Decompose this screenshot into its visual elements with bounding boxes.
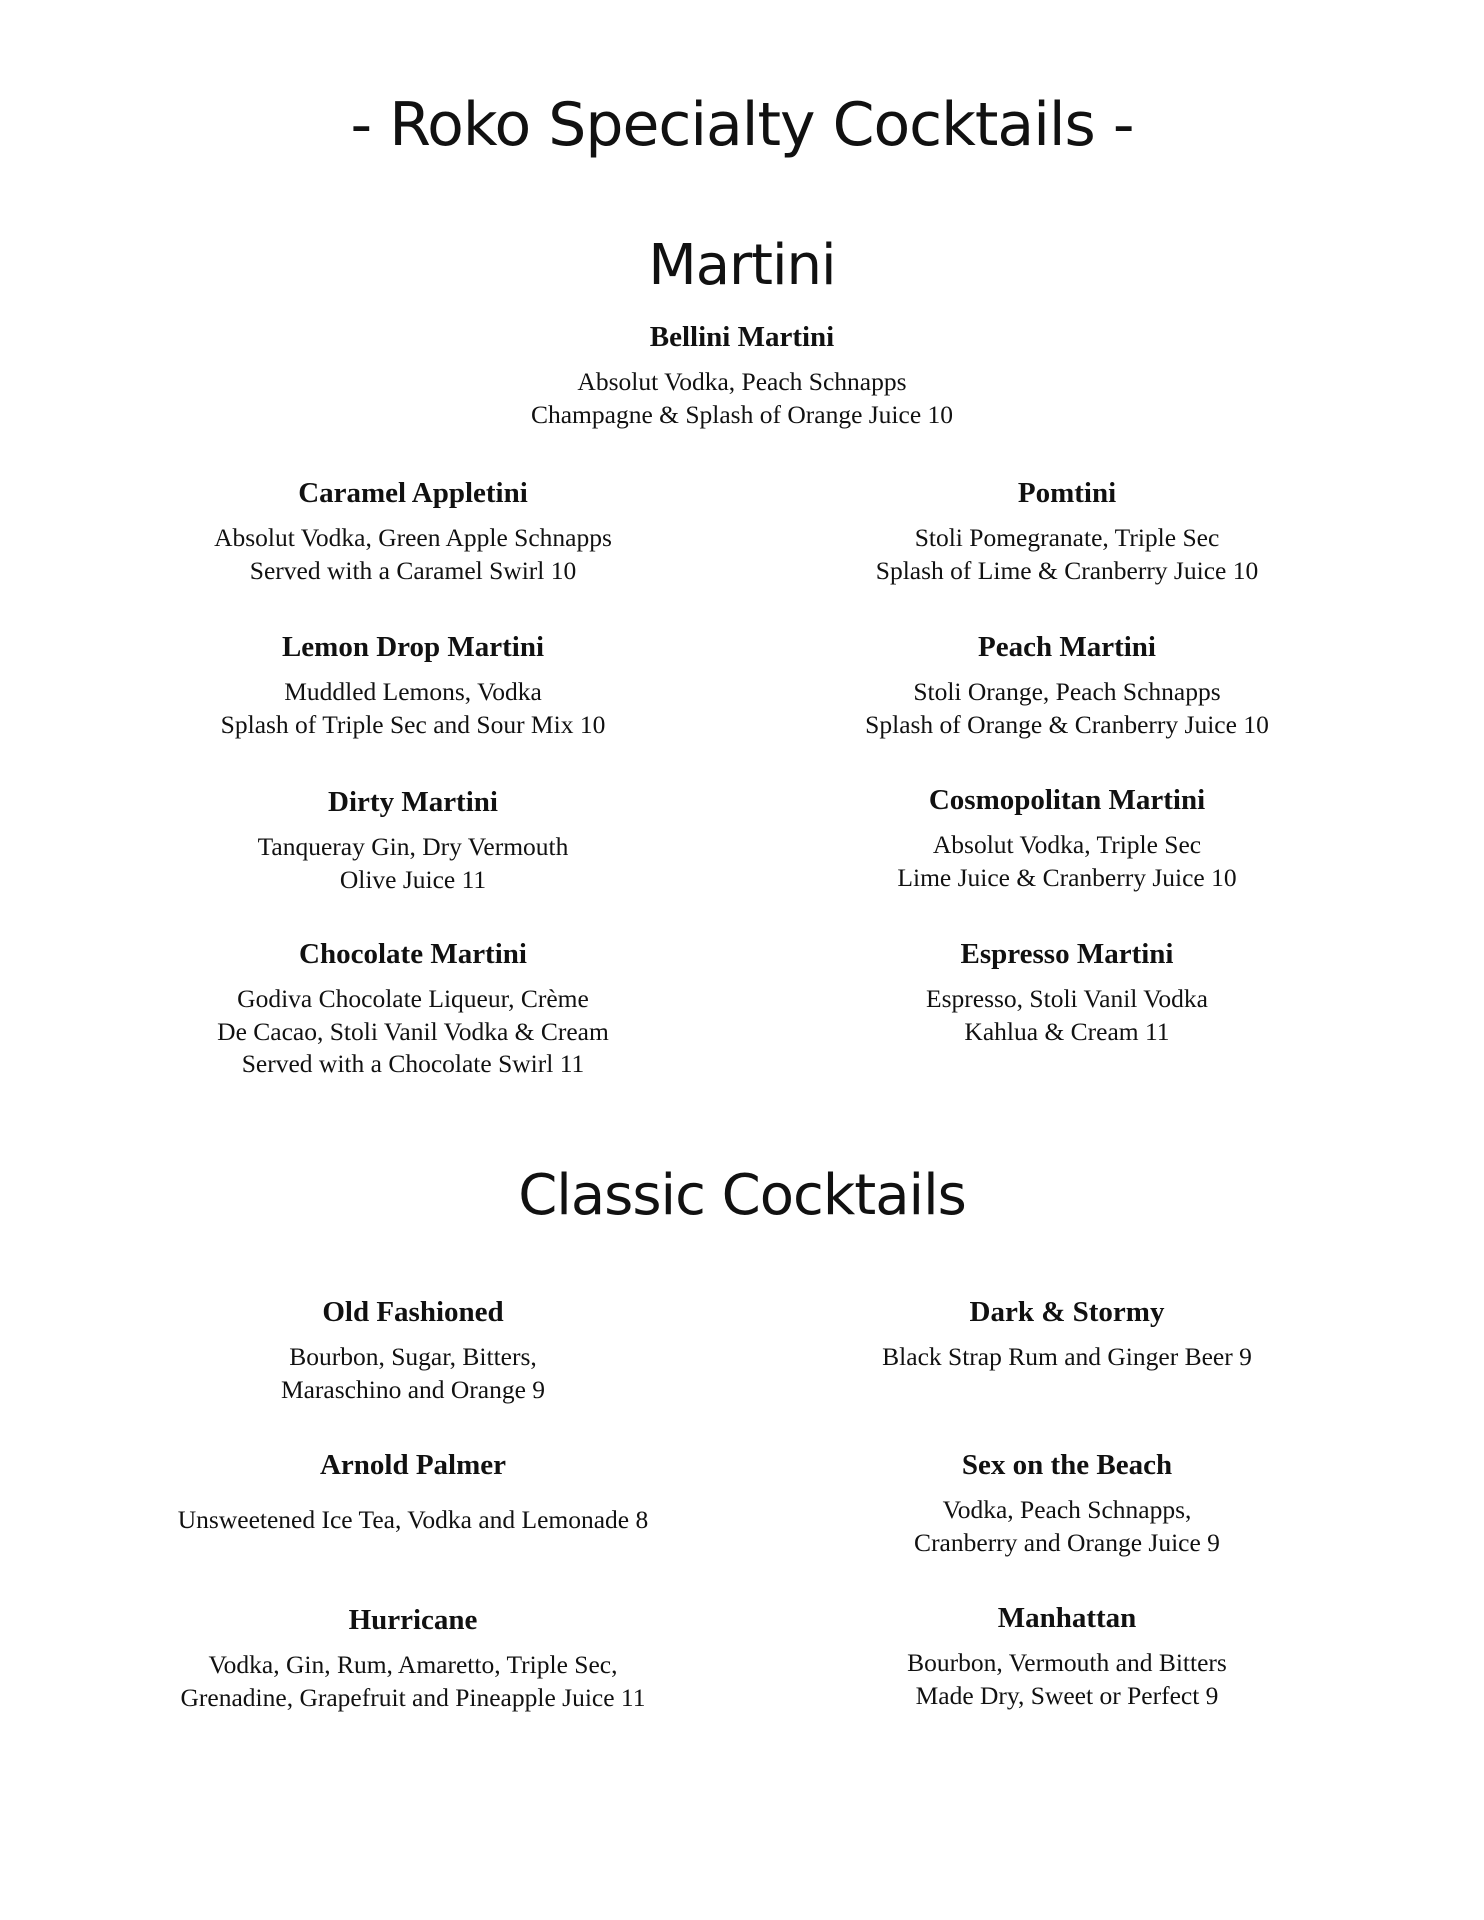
drink-description	[907, 1647, 1227, 1712]
drink-name: Old Fashioned	[322, 1296, 504, 1328]
drink-description	[914, 1494, 1220, 1559]
drink-name: Pomtini	[1017, 477, 1117, 509]
drink-description	[882, 1341, 1252, 1374]
drink-desc-line: Splash of Lime & Cranberry Juice 10	[875, 555, 1259, 585]
drink-description	[531, 366, 953, 431]
drink-desc-line: Absolut Vodka, Triple Sec	[932, 830, 1202, 859]
menu-item	[178, 1448, 649, 1537]
drink-desc-line: Black Strap Rum and Ginger Beer 9	[882, 1342, 1252, 1371]
drink-desc-line: Splash of Triple Sec and Sour Mix 10	[220, 709, 606, 739]
drink-description	[258, 831, 569, 896]
drink-description	[217, 983, 609, 1081]
drink-desc-line: De Cacao, Stoli Vanil Vodka & Cream	[217, 1016, 609, 1046]
drink-desc-line: Made Dry, Sweet or Perfect 9	[915, 1680, 1219, 1710]
drink-desc-line: Godiva Chocolate Liqueur, Crème	[237, 984, 589, 1013]
drink-name: Manhattan	[997, 1602, 1137, 1634]
drink-desc-line: Served with a Chocolate Swirl 11	[241, 1049, 585, 1078]
menu-item-featured	[531, 320, 953, 431]
drink-desc-line: Stoli Pomegranate, Triple Sec	[914, 523, 1220, 552]
drink-name: Bellini Martini	[649, 321, 835, 353]
drink-desc-line: Grenadine, Grapefruit and Pineapple Juice 11	[180, 1682, 646, 1712]
drink-desc-line: Bourbon, Vermouth and Bitters	[907, 1648, 1227, 1677]
drink-name: Peach Martini	[978, 631, 1156, 663]
menu-item	[258, 785, 569, 896]
drink-desc-line: Maraschino and Orange 9	[280, 1374, 546, 1404]
drink-name: Espresso Martini	[960, 938, 1174, 970]
menu-item	[882, 1295, 1252, 1374]
drink-desc-line: Splash of Orange & Cranberry Juice 10	[865, 709, 1269, 739]
menu-item	[926, 937, 1208, 1048]
drink-name: Hurricane	[348, 1604, 478, 1636]
drink-name: Chocolate Martini	[299, 938, 527, 970]
page-title: - Roko Specialty Cocktails -	[350, 90, 1134, 160]
menu-item	[221, 630, 606, 741]
drink-description	[865, 676, 1269, 741]
drink-name: Lemon Drop Martini	[281, 631, 545, 663]
drink-desc-line: Absolut Vodka, Peach Schnapps	[577, 367, 907, 396]
drink-desc-line: Kahlua & Cream 11	[964, 1016, 1170, 1046]
menu-item	[214, 476, 612, 587]
drink-desc-line: Lime Juice & Cranberry Juice 10	[897, 862, 1237, 892]
drink-description	[281, 1341, 545, 1406]
menu-item	[897, 783, 1236, 894]
drink-desc-line: Cranberry and Orange Juice 9	[914, 1527, 1220, 1557]
drink-desc-line: Stoli Orange, Peach Schnapps	[913, 677, 1221, 706]
drink-description	[178, 1504, 649, 1537]
menu-item	[865, 630, 1269, 741]
section-title-classic-cocktails: Classic Cocktails	[518, 1163, 966, 1228]
drink-desc-line: Tanqueray Gin, Dry Vermouth	[257, 832, 569, 861]
drink-name: Dirty Martini	[328, 786, 498, 818]
drink-description	[876, 522, 1258, 587]
drink-desc-line: Vodka, Gin, Rum, Amaretto, Triple Sec,	[208, 1650, 618, 1679]
menu-item	[907, 1601, 1227, 1712]
drink-desc-line: Muddled Lemons, Vodka	[284, 677, 542, 706]
drink-desc-line: Unsweetened Ice Tea, Vodka and Lemonade 8	[177, 1505, 649, 1534]
drink-description	[221, 676, 606, 741]
menu-item	[181, 1603, 646, 1714]
drink-description	[214, 522, 612, 587]
drink-description	[897, 829, 1236, 894]
drink-name: Sex on the Beach	[961, 1449, 1173, 1481]
drink-desc-line: Olive Juice 11	[339, 864, 487, 894]
menu-item	[876, 476, 1258, 587]
drink-desc-line: Absolut Vodka, Green Apple Schnapps	[214, 523, 612, 552]
menu-item	[217, 937, 609, 1081]
drink-name: Dark & Stormy	[969, 1296, 1165, 1328]
drink-desc-line: Vodka, Peach Schnapps,	[942, 1495, 1192, 1524]
drink-desc-line: Champagne & Splash of Orange Juice 10	[530, 399, 954, 429]
drink-name: Caramel Appletini	[298, 477, 528, 509]
section-title-martini: Martini	[648, 233, 836, 298]
drink-desc-line: Bourbon, Sugar, Bitters,	[289, 1342, 537, 1371]
menu-item	[914, 1448, 1220, 1559]
drink-name: Arnold Palmer	[319, 1449, 507, 1481]
drink-name: Cosmopolitan Martini	[928, 784, 1206, 816]
drink-desc-line: Espresso, Stoli Vanil Vodka	[926, 984, 1208, 1013]
drink-description	[926, 983, 1208, 1048]
drink-desc-line: Served with a Caramel Swirl 10	[249, 555, 577, 585]
menu-item	[281, 1295, 545, 1406]
drink-description	[181, 1649, 646, 1714]
